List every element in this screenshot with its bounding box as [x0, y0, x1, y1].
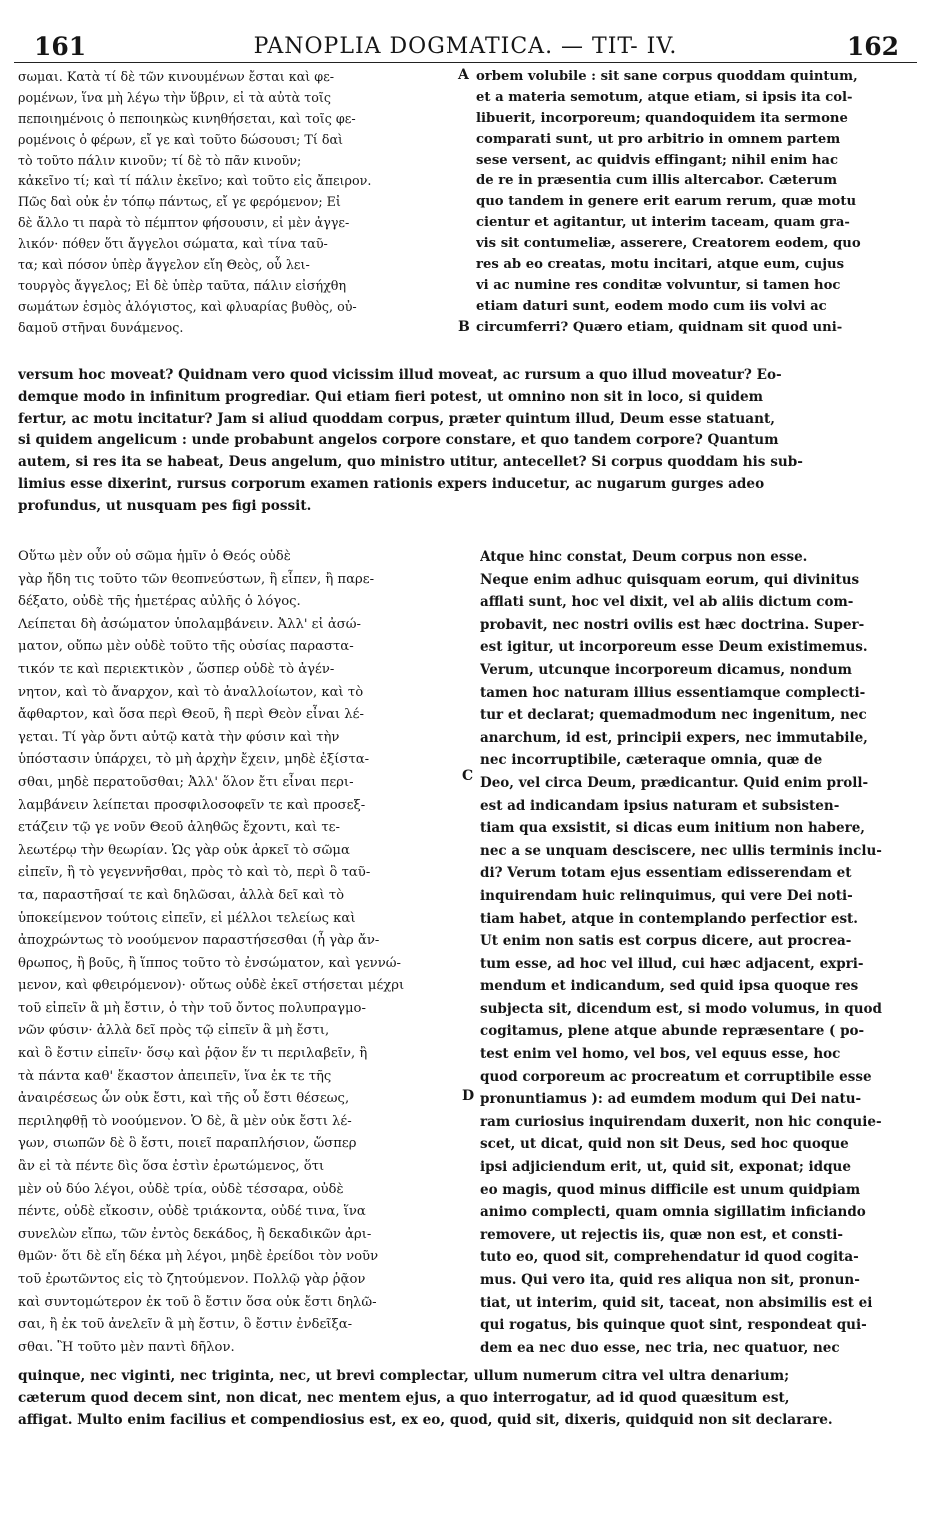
page-header	[14, 28, 917, 63]
text-line: τα, παραστῆσαί τε καὶ δηλῶσαι, ἀλλὰ δεῖ καὶ τὸ	[18, 887, 345, 903]
text-line: qui rogatus, bis quinque quot sint, respondeat qui-	[480, 1317, 867, 1334]
text-line: σθαι. Ἢ τοῦτο μὲν παντὶ δῆλον.	[18, 1339, 235, 1355]
text-line: τα; καὶ πόσον ὑπὲρ ἄγγελον εἴη Θεὸς, οὗ λει-	[18, 257, 310, 273]
text-line: τουργὸς ἄγγελος; Εἰ δὲ ὑπὲρ ταῦτα, πάλιν εἰσήχθη	[18, 277, 347, 293]
text-line: δαμοῦ στῆναι δυνάμενος.	[18, 319, 184, 335]
text-line: τὸ τοῦτο πάλιν κινοῦν; τί δὲ τὸ πᾶν κινοῦν;	[18, 152, 302, 168]
text-line: et a materia semotum, atque etiam, si ipsis ita col-	[476, 89, 853, 105]
text-line: τικόν τε καὶ περιεκτικὸν , ὥσπερ οὐδὲ τὸ ἀγέν-	[18, 661, 335, 677]
text-line: θρωπος, ἢ βοῦς, ἢ ἵππος τοῦτο τὸ ἐνσώματον, καὶ γεννώ-	[18, 955, 401, 971]
text-line: δέξατο, οὐδὲ τῆς ἡμετέρας αὐλῆς ὁ λόγος.	[18, 594, 301, 610]
text-line: νῶν φύσιν· ἀλλὰ δεῖ πρὸς τῷ εἰπεῖν ἃ μὴ ἔστι,	[18, 1023, 330, 1039]
text-line: nec a se unquam desciscere, nec ullis terminis inclu-	[480, 842, 882, 859]
full-width-text-1	[18, 365, 913, 518]
text-line: test enim vel homo, vel bos, vel equus esse, hoc	[480, 1046, 841, 1063]
text-line: ετάζειν τῷ γε νοῦν Θεοῦ ἀληθῶς ἔχοντι, καὶ τε-	[18, 820, 340, 836]
text-line: ὑπόστασιν ὑπάρχει, τὸ μὴ ἀρχὴν ἔχειν, μηδὲ ἐξίστα-	[18, 752, 370, 768]
text-line: τοῦ εἰπεῖν ἃ μὴ ἔστιν, ὁ τὴν τοῦ ὄντος πολυπραγμο-	[18, 1000, 366, 1016]
text-line: ram curiosius inquirendam duxerit, non hic conquie-	[480, 1113, 882, 1130]
text-line: affigat. Multo enim facilius et compendiosius est, ex eo, quod, quid sit, dixeris, quidquid non sit declarare.	[18, 1411, 833, 1428]
page-number-right: 162	[846, 32, 899, 61]
text-line: ἂν εἰ τὰ πέντε δὶς ὅσα ἐστὶν ἐρωτώμενος, ὅτι	[18, 1159, 325, 1175]
text-line: eo magis, quod minus difficile est unum quidpiam	[480, 1181, 861, 1198]
text-line: Verum, utcunque incorporeum dicamus, nondum	[480, 661, 852, 678]
text-line: est igitur, ut incorporeum esse Deum existimemus.	[480, 639, 868, 656]
text-line: afflati sunt, hoc vel dixit, vel ab aliis dictum com-	[480, 594, 854, 611]
text-line: pronuntiamus ): ad eumdem modum qui Dei natu-	[480, 1091, 862, 1108]
section-2	[18, 546, 918, 1356]
text-line: Οὕτω μὲν οὖν οὐ σῶμα ἡμῖν ὁ Θεός οὐδὲ	[18, 549, 291, 564]
text-line: tiam qua exsistit, si dicas eum initium non habere,	[480, 820, 865, 837]
running-title: PANOPLIA DOGMATICA. — TIT- IV.	[253, 34, 678, 59]
text-line: ἀναιρέσεως ὧν οὐκ ἔστι, καὶ τῆς οὗ ἔστι θέσεως,	[18, 1091, 350, 1107]
text-line: Ut enim non satis est corpus dicere, aut procrea-	[480, 933, 852, 950]
text-line: inquirendam huic relinquimus, qui vere Dei noti-	[480, 887, 853, 904]
text-line: ὑποκείμενον τούτοις εἰπεῖν, εἰ μέλλοι τελείως καὶ	[18, 910, 356, 926]
text-line: probavit, nec nostri ovilis est hæc doctrina. Super-	[480, 616, 865, 633]
text-line: εἰπεῖν, ἢ τὸ γεγεννῆσθαι, πρὸς τὸ καὶ τὸ, περὶ ὃ ταῦ-	[18, 865, 371, 881]
text-line: tiam habet, atque in contemplando perfectior est.	[480, 910, 858, 927]
greek-column	[18, 546, 463, 1359]
text-line: σαι, ἢ ἐκ τοῦ ἀνελεῖν ἃ μὴ ἔστιν, ὃ ἔστιν ἐνδεῖξα-	[18, 1317, 353, 1333]
text-line: quo tandem in genere erit earum rerum, quæ motu	[476, 194, 857, 210]
text-line: mendum et indicandum, sed quid ipsa quoque res	[480, 978, 859, 995]
text-line: autem, si res ita se habeat, Deus angelum, quo ministro utitur, antecellet? Si corpus quoddam his sub-	[18, 454, 803, 471]
text-line: σωμαι. Κατὰ τί δὲ τῶν κινουμένων ἔσται καὶ φε-	[18, 69, 335, 84]
text-line: tiat, ut interim, quid sit, taceat, non absimilis est ei	[480, 1294, 873, 1311]
text-line: vis sit contumeliæ, asserere, Creatorem eodem, quo	[476, 236, 861, 252]
text-line: demque modo in infinitum progrediar. Qui etiam fieri potest, ut omnino non sit in loco, si quidem	[18, 388, 764, 405]
text-line: Deo, vel circa Deum, prædicantur. Quid enim proll-	[480, 774, 869, 791]
text-line: circumferri? Quæro etiam, quidnam sit quod uni-	[476, 319, 843, 335]
text-line: Atque hinc constat, Deum corpus non esse.	[480, 549, 808, 565]
margin-marker-a: A	[458, 67, 469, 83]
text-line: tamen hoc naturam illius essentiamque complecti-	[480, 684, 866, 701]
text-line: ἀποχρώντως τὸ νοούμενον παραστήσεσθαι (ἦ γὰρ ἄν-	[18, 933, 380, 949]
text-line: πεποιημένοις ὁ πεποιηκὼς κινηθήσεται, καὶ τοῖς φε-	[18, 110, 356, 126]
text-line: δὲ ἄλλο τι παρὰ τὸ πέμπτον φήσουσιν, εἰ μὲν ἀγγε-	[18, 215, 350, 231]
text-line: scet, ut dicat, quid non sit Deus, sed hoc quoque	[480, 1136, 849, 1153]
text-line: κἀκεῖνο τί; καὶ τί πάλιν ἐκεῖνο; καὶ τοῦτο εἰς ἄπειρον.	[18, 173, 372, 189]
text-line: tum esse, ad hoc vel illud, cui hæc adjacent, expri-	[480, 955, 864, 972]
text-line: dem ea nec duo esse, nec tria, nec quatuor, nec	[480, 1339, 840, 1356]
text-line: subjecta sit, dicendum est, si modo volumus, in quod	[480, 1000, 882, 1017]
text-line: ματον, οὔπω μὲν οὐδὲ τοῦτο τῆς οὐσίας παραστα-	[18, 639, 354, 655]
text-line: removere, ut rejectis iis, quæ non est, et consti-	[480, 1226, 844, 1243]
text-line: σωμάτων ἑσμὸς ἀλόγιστος, καὶ φλυαρίας βυθὸς, οὐ-	[18, 298, 357, 314]
text-line: quinque, nec viginti, nec triginta, nec, ut brevi complectar, ullum numerum citra vel ultra denarium;	[18, 1368, 790, 1384]
margin-marker-c: C	[462, 768, 474, 784]
text-line: res ab eo creatas, motu incitari, atque eum, cujus	[476, 257, 845, 273]
margin-marker-d: D	[462, 1088, 475, 1104]
text-line: σθαι, μηδὲ περατοῦσθαι; Ἀλλ' ὅλον ἔτι εἶναι περι-	[18, 774, 354, 790]
text-line: de re in præsentia cum illis altercabor. Cæterum	[476, 173, 838, 189]
text-line: versum hoc moveat? Quidnam vero quod vicissim illud moveat, ac rursum a quo illud moveatur? Eo-	[18, 367, 782, 383]
full-width-text-2	[18, 1365, 913, 1430]
text-line: sese versent, ac quidvis effingant; nihil enim hac	[476, 152, 838, 168]
text-line: Πῶς δαὶ οὐκ ἐν τόπῳ πάντως, εἴ γε φερόμενον; Εἰ	[18, 194, 341, 210]
text-line: est ad indicandam ipsius naturam et subsisten-	[480, 797, 840, 814]
text-line: animo complecti, quam omnia sigillatim inficiando	[480, 1204, 866, 1221]
text-line: τοῦ ἐρωτῶντος εἰς τὸ ζητούμενον. Πολλῷ γὰρ ῥᾷον	[18, 1272, 366, 1287]
text-line: quod corporeum ac procreatum et corruptibile esse	[480, 1068, 872, 1085]
text-line: anarchum, id est, principii expers, nec immutabile,	[480, 729, 868, 746]
text-line: λικόν· πόθεν ὅτι ἄγγελοι σώματα, καὶ τίνα ταῦ-	[18, 236, 328, 252]
text-line: limius esse dixerint, rursus corporum examen rationis expers inducetur, ac nugarum gurges adeo	[18, 475, 765, 492]
text-line: di? Verum totam ejus essentiam edisserendam et	[480, 865, 852, 882]
text-line: γὰρ ἤδη τις τοῦτο τῶν θεοπνεύστων, ἢ εἶπεν, ἢ παρε-	[18, 571, 375, 587]
text-line: orbem volubile : sit sane corpus quoddam quintum,	[476, 69, 858, 84]
text-line: συνελὼν εἴπω, τῶν ἐντὸς δεκάδος, ἢ δεκαδικῶν ἀρι-	[18, 1226, 372, 1242]
text-line: nec incorruptibile, cæteraque omnia, quæ de	[480, 752, 823, 769]
text-line: ρομένοις ὁ φέρων, εἴ γε καὶ τοῦτο δώσουσι; Τί δαὶ	[18, 131, 344, 147]
text-line: ipsi adjiciendum erit, ut, quid sit, exponat; idque	[480, 1159, 851, 1176]
text-line: τὰ πάντα καθ' ἕκαστον ἀπειπεῖν, ἵνα ἐκ τε τῆς	[18, 1068, 332, 1084]
text-line: cæterum quod decem sint, non dicat, nec mentem ejus, a quo interrogatur, ad id quod quæsitum est,	[18, 1389, 790, 1406]
text-line: καὶ ὃ ἔστιν εἰπεῖν· ὅσῳ καὶ ῥᾷον ἕν τι περιλαβεῖν, ἢ	[18, 1046, 368, 1062]
text-line: λαμβάνειν λείπεται προσφιλοσοφεῖν τε καὶ προσεξ-	[18, 797, 366, 813]
latin-column	[476, 67, 921, 339]
text-line: fertur, ac motu incitatur? Jam si aliud quoddam corpus, præter quintum illud, Deum esse statuant,	[18, 410, 775, 427]
text-line: μενον, καὶ φθειρόμενον)· οὕτως οὐδὲ ἐκεῖ στήσεται μέχρι	[18, 978, 405, 994]
text-line: περιληφθῇ τὸ νοούμενον. Ὁ δὲ, ἃ μὲν οὐκ ἔστι λέ-	[18, 1113, 352, 1129]
margin-marker-b: B	[458, 319, 470, 335]
text-line: etiam daturi sunt, eodem modo cum iis volvi ac	[476, 298, 827, 314]
page-number-left: 161	[34, 32, 87, 61]
text-line: cientur et agitantur, ut interim taceam, quam gra-	[476, 215, 850, 231]
text-line: γων, σιωπῶν δὲ ὃ ἔστι, ποιεῖ παραπλήσιον, ὥσπερ	[18, 1136, 357, 1152]
text-line: γεται. Τί γὰρ ὄντι αὐτῷ κατὰ τὴν φύσιν καὶ τὴν	[18, 729, 340, 745]
text-line: λεωτέρῳ τὴν θεωρίαν. Ὡς γὰρ οὐκ ἀρκεῖ τὸ σῶμα	[18, 842, 350, 858]
text-line: comparati sunt, ut pro arbitrio in omnem partem	[476, 131, 841, 147]
text-line: θμῶν· ὅτι δὲ εἴη δέκα μὴ λέγοι, μηδὲ ἐρείδοι τὸν νοῦν	[18, 1249, 379, 1265]
text-line: profundus, ut nusquam pes figi possit.	[18, 497, 312, 514]
text-line: mus. Qui vero ita, quid res aliqua non sit, pronun-	[480, 1272, 860, 1288]
text-line: Λείπεται δὴ ἀσώματον ὑπολαμβάνειν. Ἀλλ' εἰ ἀσώ-	[18, 616, 361, 632]
text-line: μὲν οὐ δύο λέγοι, οὐδὲ τρία, οὐδὲ τέσσαρα, οὐδὲ	[18, 1181, 344, 1197]
text-line: tur et declarat; quemadmodum nec ingenitum, nec	[480, 707, 867, 724]
text-line: πέντε, οὐδὲ εἴκοσιν, οὐδὲ τριάκοντα, οὐδέ τινα, ἵνα	[18, 1204, 366, 1220]
latin-column	[480, 546, 920, 1359]
greek-column	[18, 67, 458, 339]
text-line: libuerit, incorporeum; quandoquidem ita sermone	[476, 110, 848, 126]
text-line: ἄφθαρτον, καὶ ὅσα περὶ Θεοῦ, ἢ περὶ Θεὸν εἶναι λέ-	[18, 707, 364, 723]
section-1	[18, 67, 918, 342]
text-line: tuto eo, quod sit, comprehendatur id quod cogita-	[480, 1249, 859, 1266]
text-line: νητον, καὶ τὸ ἄναρχον, καὶ τὸ ἀναλλοίωτον, καὶ τὸ	[18, 684, 364, 700]
text-line: si quidem angelicum : unde probabunt angelos corpore constare, et quo tandem corpore? Quantum	[18, 432, 779, 449]
text-line: Neque enim adhuc quisquam eorum, qui divinitus	[480, 571, 860, 588]
text-line: καὶ συντομώτερον ἐκ τοῦ ὃ ἔστιν ὅσα οὐκ ἔστι δηλῶ-	[18, 1294, 377, 1310]
text-line: cogitamus, plene atque abunde repræsentare ( po-	[480, 1023, 865, 1040]
text-line: vi ac numine res conditæ volvuntur, si tamen hoc	[476, 277, 841, 293]
text-line: ρομένων, ἵνα μὴ λέγω τὴν ὕβριν, εἰ τὰ αὐτὰ τοῖς	[18, 89, 331, 105]
